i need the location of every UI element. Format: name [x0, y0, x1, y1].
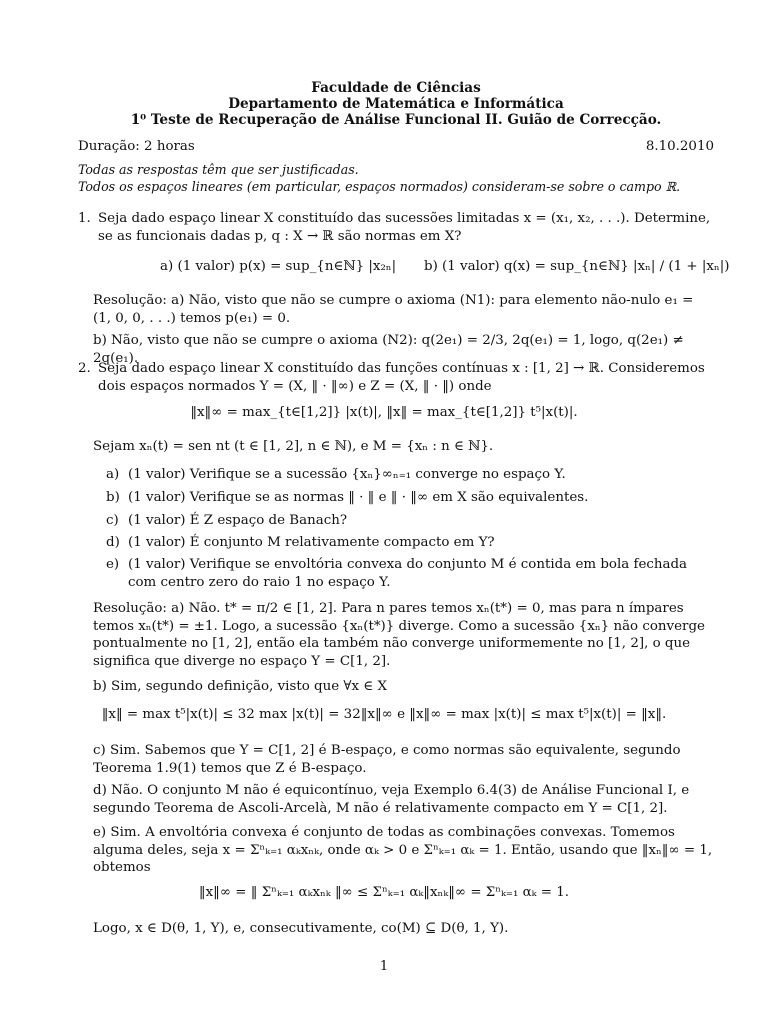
question-2 — [78, 360, 714, 395]
question-text: Seja dado espaço linear X constituído das funções contínuas x : [1, 2] → ℝ. Consideremos dois espaços normados Y = (X, ‖ · ‖∞) e Z = (X, ‖ · ‖) onde — [98, 361, 705, 394]
item-label: a) — [106, 467, 120, 482]
q2-resolution-e-equation: ‖x‖∞ = ‖ Σⁿₖ₌₁ αₖxₙₖ ‖∞ ≤ Σⁿₖ₌₁ αₖ‖xₙₖ‖∞ = Σⁿₖ₌₁ αₖ = 1. — [198, 885, 570, 900]
page-number: 1 — [379, 959, 389, 974]
q2-item-d — [106, 534, 716, 552]
q2-resolution-e: e) Sim. A envoltória convexa é conjunto de todas as combinações convexas. Tomemos alguma deles, seja x = Σⁿₖ₌₁ αₖxₙₖ, onde αₖ > 0 e Σⁿₖ₌₁ αₖ = 1. Então, usando que ‖xₙ‖∞ = 1, obtemos — [93, 825, 713, 876]
document-header — [78, 80, 714, 128]
q2-resolution-final: Logo, x ∈ D(θ, 1, Y), e, consecutivamente, co(M) ⊆ D(θ, 1, Y). — [93, 921, 509, 936]
q2-sequence-definition: Sejam xₙ(t) = sen nt (t ∈ [1, 2], n ∈ ℕ), e M = {xₙ : n ∈ ℕ}. — [93, 439, 494, 454]
q2-resolution-d: d) Não. O conjunto M não é equicontínuo, veja Exemplo 6.4(3) de Análise Funcional I, e segundo Teorema de Ascoli-Arcelà, M não é relativamente compacto em Y = C[1, 2]. — [93, 783, 690, 816]
question-1 — [78, 210, 714, 245]
q1-formula-a: a) (1 valor) p(x) = sup_{n∈ℕ} |x₂ₙ| — [160, 259, 397, 274]
item-label: c) — [106, 513, 119, 528]
item-label: e) — [106, 557, 120, 572]
item-label: d) — [106, 535, 120, 550]
item-text: (1 valor) É Z espaço de Banach? — [128, 513, 348, 528]
q2-item-a — [106, 466, 716, 484]
q2-item-c — [106, 512, 716, 530]
q2-resolution-b-equation: ‖x‖ = max t⁵|x(t)| ≤ 32 max |x(t)| = 32‖x‖∞ e ‖x‖∞ = max |x(t)| ≤ max t⁵|x(t)| = ‖x‖. — [101, 707, 667, 722]
instruction-line-2: Todos os espaços lineares (em particular, espaços normados) consideram-se sobre o campo ℝ. — [78, 178, 681, 194]
q2-resolution-b: b) Sim, segundo definição, visto que ∀x ∈ X — [93, 679, 388, 694]
instruction-line-1: Todas as respostas têm que ser justificadas. — [78, 162, 359, 177]
q1-resolution-b: b) Não, visto que não se cumpre o axioma (N2): q(2e₁) = 2/3, 2q(e₁) = 1, logo, q(2e₁) ≠ 2q(e₁). — [93, 333, 684, 366]
q2-item-b — [106, 489, 716, 507]
date: 8.10.2010 — [645, 139, 714, 154]
q1-resolution-a: Resolução: a) Não, visto que não se cumpre o axioma (N1): para elemento não-nulo e₁ = (1, 0, 0, . . .) temos p(e₁) = 0. — [93, 293, 694, 326]
instructions — [78, 162, 714, 195]
q1-formula-b: b) (1 valor) q(x) = sup_{n∈ℕ} |xₙ| / (1 + |xₙ|) — [424, 259, 730, 274]
test-title: 1⁰ Teste de Recuperação de Análise Funcional II. Guião de Correcção. — [130, 112, 662, 128]
item-label: b) — [106, 490, 120, 505]
q2-norm-definitions: ‖x‖∞ = max_{t∈[1,2]} |x(t)|, ‖x‖ = max_{t∈[1,2]} t⁵|x(t)|. — [190, 405, 578, 420]
item-text: (1 valor) Verifique se as normas ‖ · ‖ e ‖ · ‖∞ em X são equivalentes. — [128, 490, 589, 505]
question-text: Seja dado espaço linear X constituído das sucessões limitadas x = (x₁, x₂, . . .). Determine, se as funcionais dadas p, q : X → ℝ são normas em X? — [98, 211, 711, 244]
duration: Duração: 2 horas — [78, 139, 195, 154]
item-text: (1 valor) É conjunto M relativamente compacto em Y? — [128, 535, 495, 550]
question-number: 2. — [78, 361, 91, 376]
q2-item-e — [106, 556, 716, 591]
item-text: (1 valor) Verifique se envoltória convexa do conjunto M é contida em bola fechada com centro zero do raio 1 no espaço Y. — [128, 557, 688, 590]
item-text: (1 valor) Verifique se a sucessão {xₙ}∞ₙ₌₁ converge no espaço Y. — [128, 467, 566, 482]
department-title: Departamento de Matemática e Informática — [228, 96, 564, 112]
q2-resolution-c: c) Sim. Sabemos que Y = C[1, 2] é B-espaço, e como normas são equivalente, segundo Teorema 1.9(1) temos que Z é B-espaço. — [93, 743, 681, 776]
faculty-title: Faculdade de Ciências — [311, 80, 481, 96]
meta-row — [78, 138, 714, 156]
q2-resolution-a: Resolução: a) Não. t* = π/2 ∈ [1, 2]. Para n pares temos xₙ(t*) = 0, mas para n ímpares temos xₙ(t*) = ±1. Logo, a sucessão {xₙ(t*)} diverge. Como a sucessão {xₙ} não converge pontualmente no [1, 2], então ela também não converge uniformemente no [1, 2], o que significa que diverge no espaço Y = C[1, 2]. — [93, 601, 705, 670]
question-number: 1. — [78, 211, 91, 226]
